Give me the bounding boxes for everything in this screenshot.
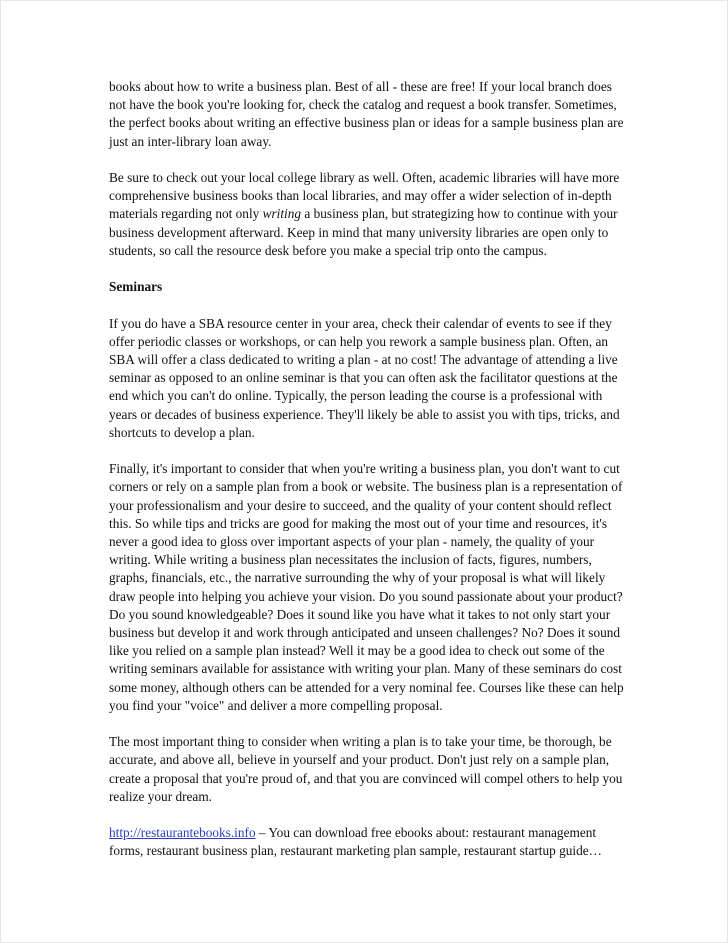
- paragraph-sba-seminars: If you do have a SBA resource center in your area, check their calendar of events to see if they offer periodic classes or workshops, or can help you rework a sample business plan. Often, an SBA will offer a class dedicated to writing a plan - at no cost! The advantage of attending a live seminar as opposed to an online seminar is that you can often ask the facilitator questions at the end which you can't do online. Typically, the person leading the course is a professional with years or decades of business experience. They'll likely be able to assist you with tips, tricks, and shortcuts to develop a plan.: [109, 315, 620, 440]
- paragraph-quality-writing: Finally, it's important to consider that when you're writing a business plan, you don't want to cut corners or rely on a sample plan from a book or website. The business plan is a representation of your professionalism and your desire to succeed, and the quality of your content should reflect this. So while tips and tricks are good for making the most out of your time and resources, it's never a good idea to gloss over important aspects of your plan - namely, the quality of your writing. While writing a business plan necessitates the inclusion of facts, figures, numbers, graphs, financials, etc., the narrative surrounding the why of your proposal is what will likely draw people into helping you achieve your vision. Do you sound passionate about your product? Do you sound knowledgeable? Does it sound like you have what it takes to not only start your business but develop it and work through anticipated and unseen challenges? No? Does it sound like you relied on a sample plan instead? Well it may be a good idea to check out some of the writing seminars available for assistance with writing your plan. Many of these seminars do cost some money, although others can be attended for a very nominal fee. Courses like these can help you find your "voice" and deliver a more compelling proposal.: [109, 461, 624, 713]
- paragraph-text: a business plan, but strategizing how to continue with your business development afterward. Keep in mind that many university libraries are open only to students, so call the resource desk before you make a special trip onto the campus.: [109, 206, 618, 258]
- emphasis-writing: writing: [262, 206, 302, 222]
- paragraph-text: Be sure to check out your local college library as well. Often, academic libraries will have more comprehensive business books than local libraries, and may offer a wider selection of in-depth materials regarding not only: [109, 170, 620, 222]
- document-body: [109, 78, 629, 879]
- link-description: – You can download free ebooks about: restaurant management forms, restaurant business plan, restaurant marketing plan sample, restaurant startup guide…: [109, 825, 602, 859]
- paragraph-libraries-intro: books about how to write a business plan. Best of all - these are free! If your local branch does not have the book you're looking for, check the catalog and request a book transfer. Sometimes, the perfect books about writing an effective business plan or ideas for a sample business plan are just an inter-library loan away.: [109, 79, 624, 149]
- restaurantebooks-link[interactable]: http://restaurantebooks.info: [109, 825, 256, 841]
- paragraph-ebooks-link: [109, 824, 629, 860]
- paragraph-conclusion: The most important thing to consider when writing a plan is to take your time, be thorough, be accurate, and above all, believe in yourself and your product. Don't just rely on a sample plan, create a proposal that you're proud of, and that you are convinced will compel others to help you realize your dream.: [109, 734, 623, 804]
- paragraph-college-library: [109, 169, 629, 260]
- section-heading-seminars: Seminars: [109, 279, 163, 295]
